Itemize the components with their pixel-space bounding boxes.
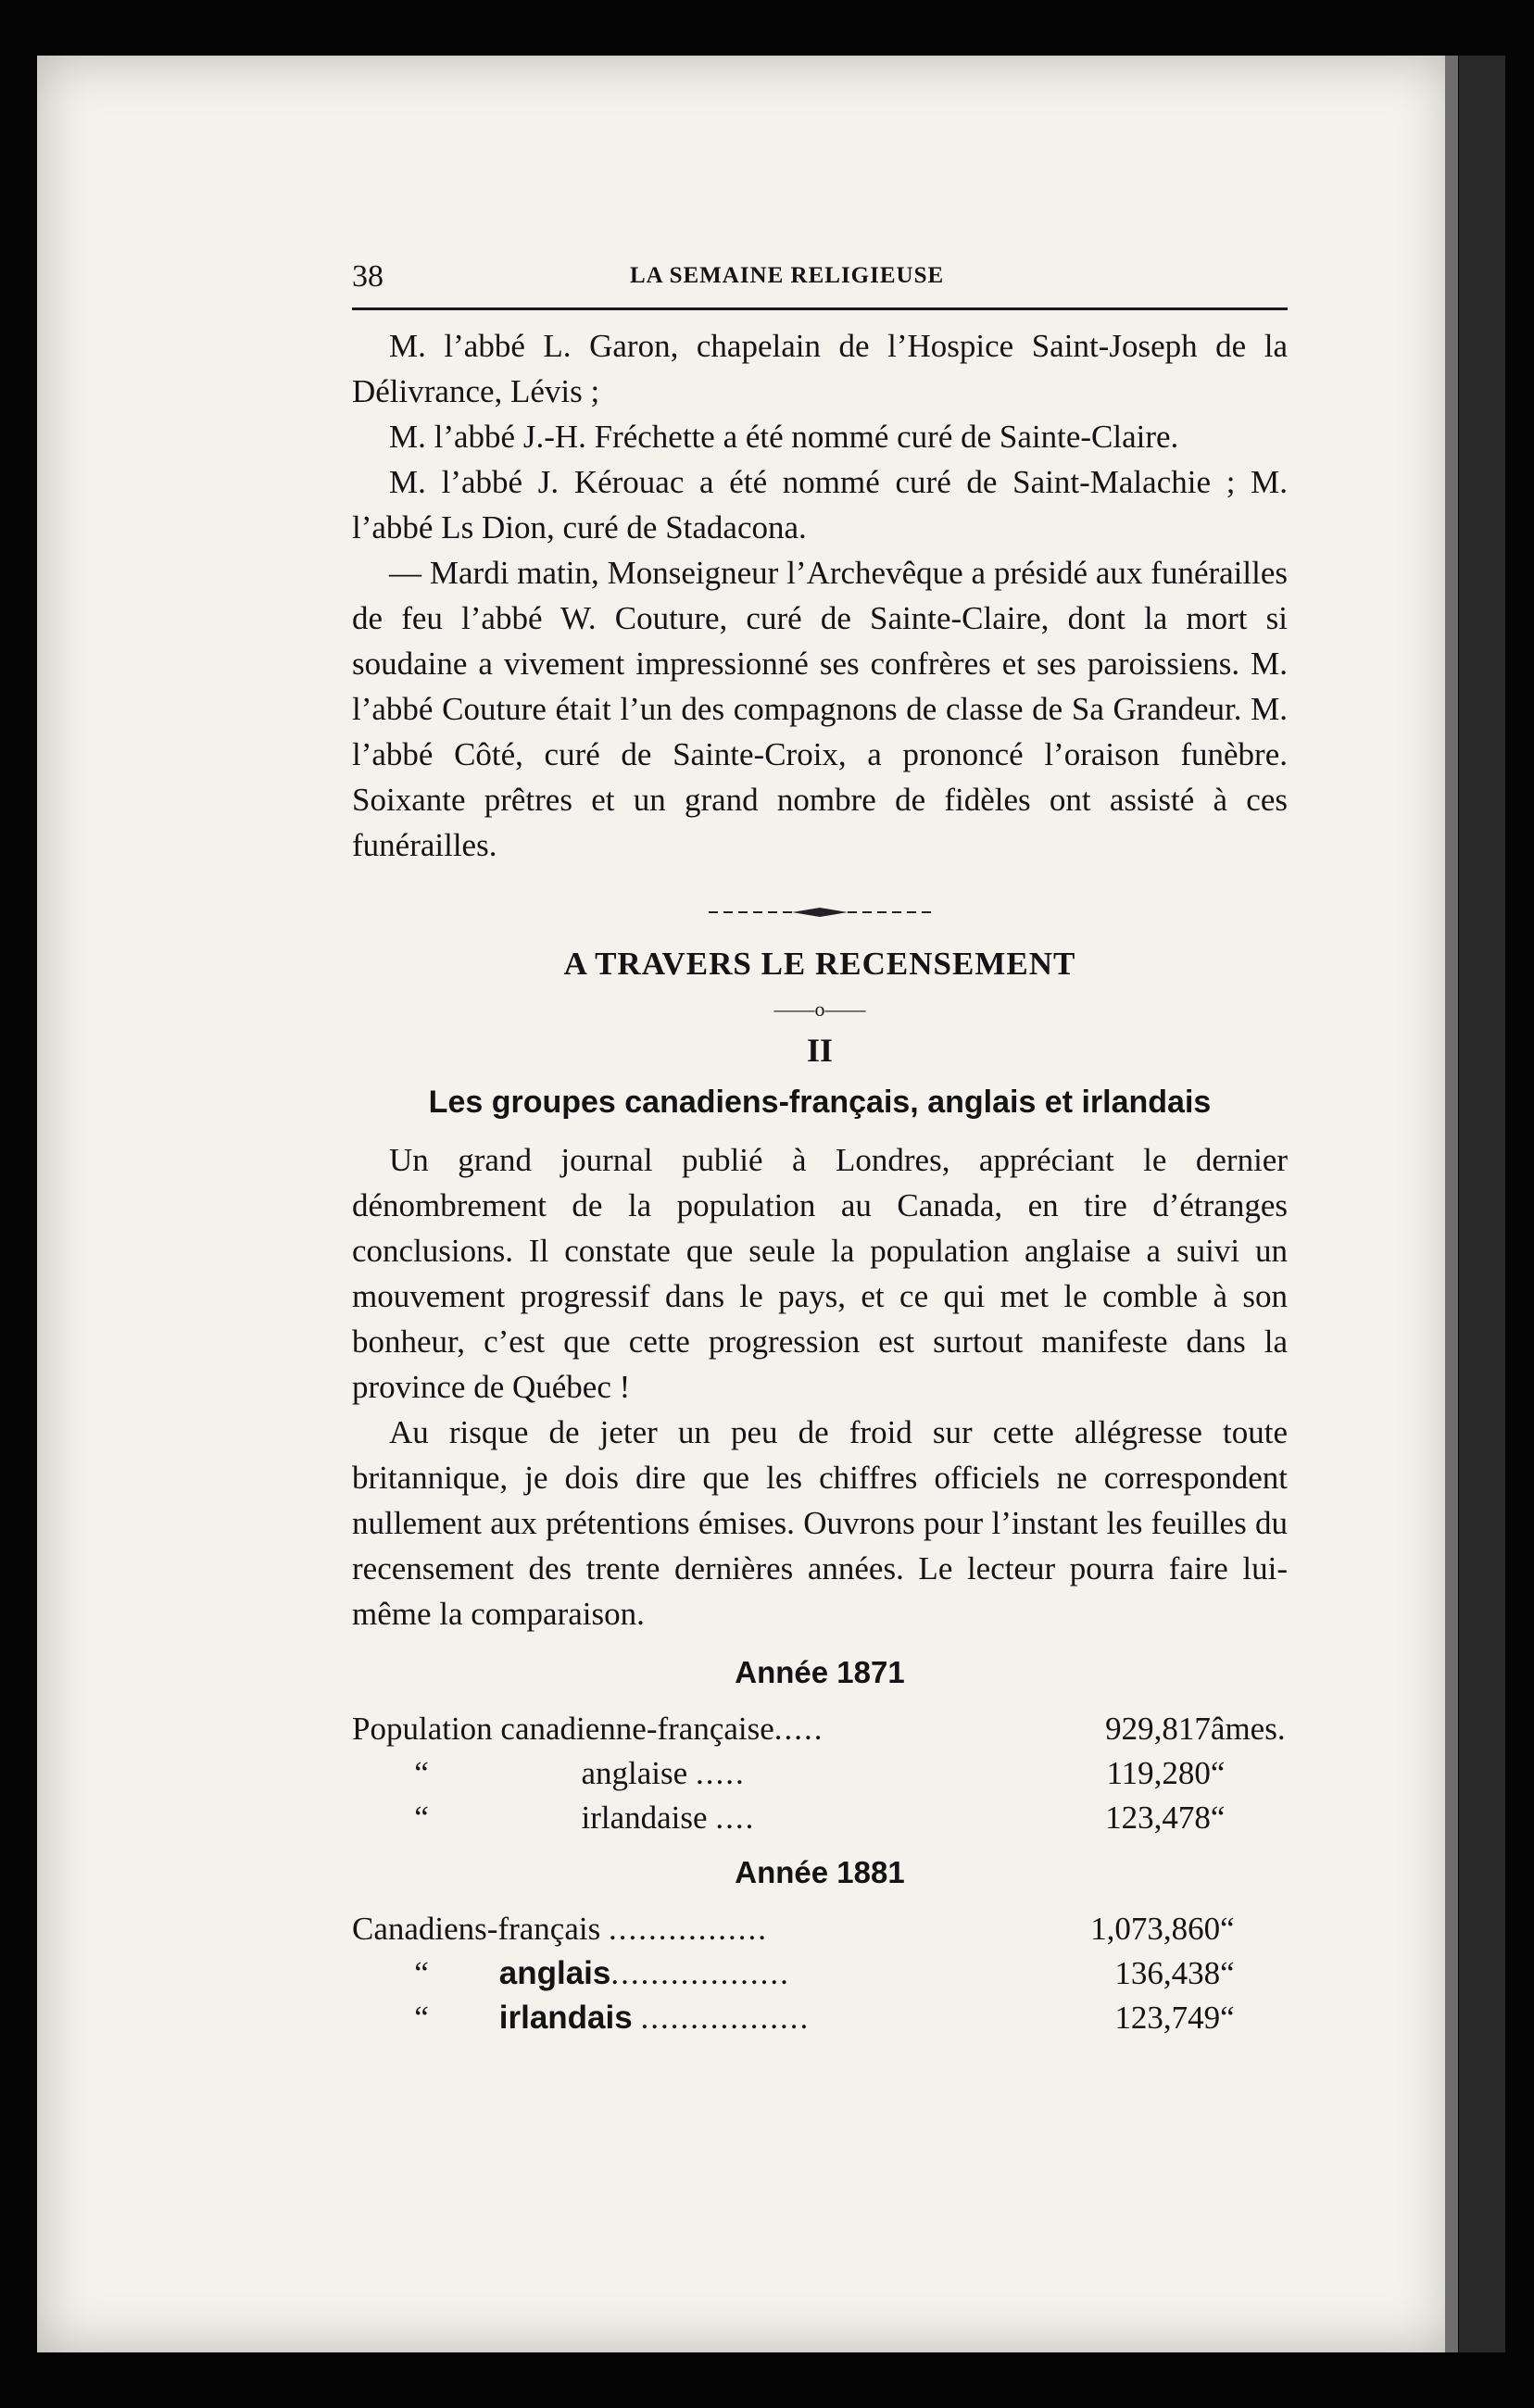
article-title: A TRAVERS LE RECENSEMENT [563,946,1076,982]
ditto-mark: “ [414,1755,429,1791]
leader-dots: ................ [608,1911,768,1947]
page-header [352,250,1288,310]
table-row [352,1992,1288,2037]
row-value: 119,280 [1106,1755,1211,1791]
leader-dots: ..... [773,1711,824,1747]
paragraph: M. l’abbé J. Kérouac a été nommé curé de Saint-Malachie ; M. l’abbé Ls Dion, curé de Stadacona. [352,464,1288,546]
table-row [352,1948,1288,1992]
running-title: LA SEMAINE RELIGIEUSE [630,263,945,288]
ornament-divider-icon [699,903,940,922]
census-year-heading: Année 1871 [735,1655,905,1689]
row-value: 123,478 [1105,1800,1211,1836]
section-ornament [352,899,1288,929]
leader-dots: .................. [610,1955,790,1991]
ditto-mark: “ [414,1800,429,1836]
table-row [352,1903,1288,1948]
row-unit: “ [1210,1800,1226,1836]
ditto-mark: “ [414,2000,429,2036]
census-table-1871 [352,1703,1288,1837]
row-value: 123,749 [1114,2000,1221,2036]
row-unit: “ [1220,2000,1235,2036]
table-row [352,1792,1288,1837]
paragraph: Au risque de jeter un peu de froid sur cette allégresse toute britannique, je dois dire que les chiffres officiels ne correspondent nullement aux prétentions émises. Ouvrons pour l’instant les feuilles du recensement des trente dernières années. Le lecteur pourra faire lui-même la comparaison. [352,1414,1288,1632]
row-value: 929,817 [1105,1711,1211,1747]
row-value: 1,073,860 [1090,1911,1221,1947]
paragraph: M. l’abbé J.-H. Fréchette a été nommé curé de Sainte-Claire. [389,419,1179,455]
row-label: anglais [498,1955,611,1991]
paragraph: — Mardi matin, Monseigneur l’Archevêque a présidé aux funérailles de feu l’abbé W. Couture, curé de Sainte-Claire, dont la mort si soudaine a vivement impressionné ses confrères et ses paroissiens. M. l’abbé Couture était l’un des compagnons de classe de Sa Grandeur. M. l’abbé Côté, curé de Sainte-Croix, a prononcé l’oraison funèbre. Soixante prêtres et un grand nombre de fidèles ont assisté à ces funérailles. [352,555,1288,863]
title-rule: ——o—— [773,997,866,1021]
ditto-mark: “ [414,1955,429,1991]
article-subtitle: Les groupes canadiens-français, anglais et irlandais [428,1085,1212,1120]
book-spine [1459,56,1505,2352]
census-year-heading: Année 1881 [735,1855,905,1889]
row-label: irlandaise [581,1800,708,1836]
page-edge [1445,56,1458,2352]
row-unit: “ [1220,1955,1235,1991]
row-label: Canadiens-français [352,1911,601,1947]
table-row [352,1748,1288,1792]
leader-dots: ..... [695,1755,746,1791]
page-content [352,250,1288,2037]
row-unit: âmes. [1210,1711,1286,1747]
part-number: II [806,1032,834,1069]
paragraph: M. l’abbé L. Garon, chapelain de l’Hospice Saint-Joseph de la Délivrance, Lévis ; [352,328,1288,409]
row-label: irlandais [498,2000,633,2036]
row-unit: “ [1220,1911,1235,1947]
row-label: anglaise [581,1755,688,1791]
row-label: Population canadienne-française [352,1711,774,1747]
census-table-1881 [352,1903,1288,2037]
row-unit: “ [1210,1755,1226,1791]
table-row [352,1703,1288,1748]
paragraph: Un grand journal publié à Londres, appréciant le dernier dénombrement de la population au Canada, en tire d’étranges conclusions. Il constate que seule la population anglaise a suivi un mouvement progressif dans le pays, et ce qui met le comble à son bonheur, c’est que cette progression est surtout manifeste dans la province de Québec ! [352,1142,1288,1405]
page-number: 38 [352,259,384,294]
clergy-appointments [352,323,1288,868]
leader-dots: ................. [640,2000,811,2036]
leader-dots: .... [715,1800,756,1836]
row-value: 136,438 [1114,1955,1221,1991]
